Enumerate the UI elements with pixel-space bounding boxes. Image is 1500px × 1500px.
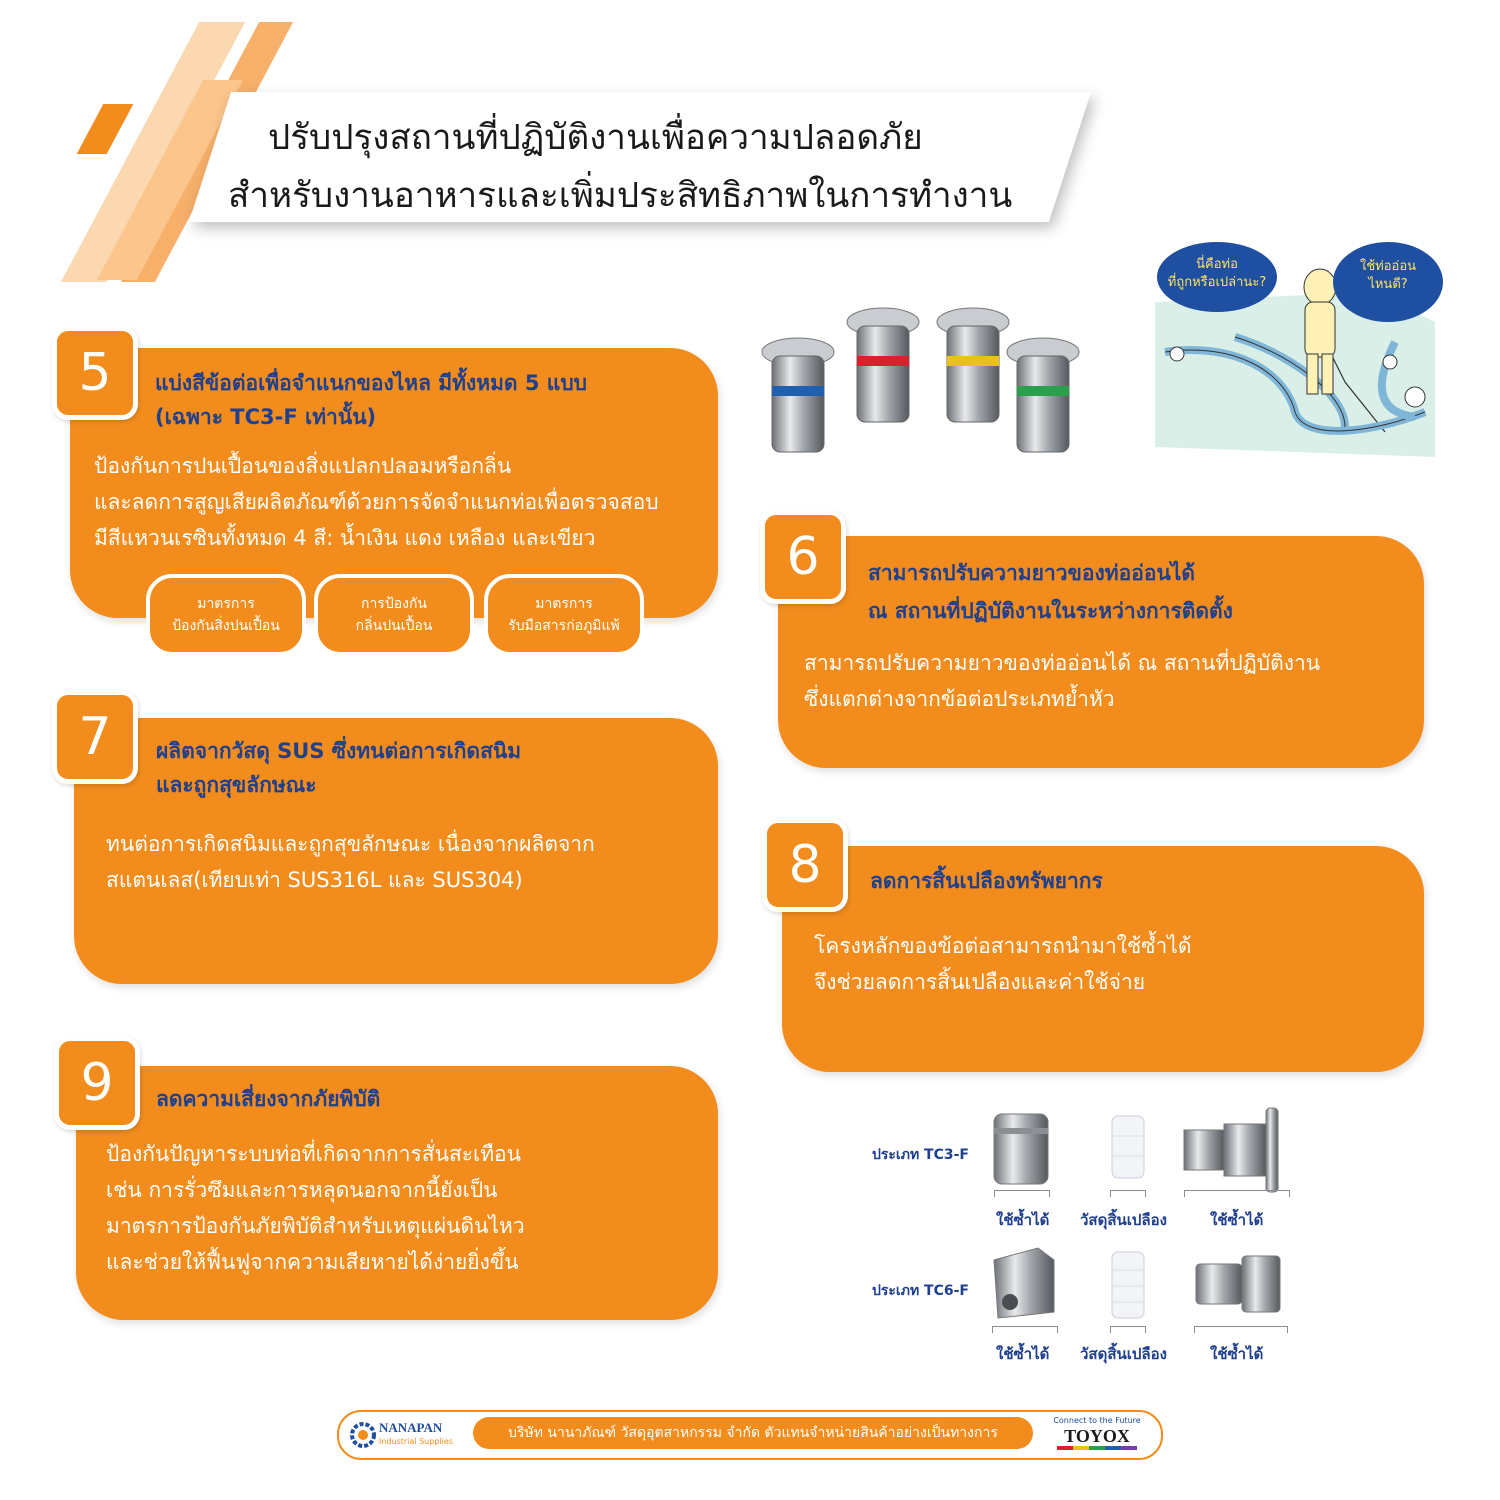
body-line: ซึ่งแตกต่างจากข้อต่อประเภทย้ำหัว: [804, 687, 1115, 711]
body-line: เช่น การรั่วซึมและการหลุดนอกจากนี้ยังเป็น: [106, 1178, 498, 1202]
measure-pill-odor: [314, 574, 474, 656]
coupling-color-ring: [1017, 386, 1069, 396]
reusable-caption: ใช้ซ้ำได้: [1210, 1345, 1264, 1363]
heading-line: ผลิตจากวัสดุ SUS ซึ่งทนต่อการเกิดสนิม: [156, 739, 522, 763]
body-line: มาตรการป้องกันภัยพิบัติสำหรับเหตุแผ่นดินไหว: [106, 1214, 525, 1238]
feature-body-6: [804, 645, 1320, 717]
partner-name: TOYOX: [1064, 1426, 1130, 1446]
feature-number-6: 6: [760, 510, 846, 604]
partner-tagline: Connect to the Future: [1053, 1416, 1141, 1425]
feature-number-8: 8: [762, 818, 848, 912]
toyox-logo: [1045, 1416, 1149, 1454]
feature-heading-8: [870, 864, 1103, 898]
bubble-right-line1: ใช้ท่ออ่อน: [1359, 259, 1417, 274]
speech-bubble-left: [1157, 242, 1277, 312]
feature-heading-9: [156, 1082, 380, 1116]
consumable-caption: วัสดุสิ้นเปลือง: [1080, 1345, 1167, 1363]
feature-body-5: [94, 448, 659, 556]
partner-color-bar: [1057, 1446, 1137, 1450]
reusable-caption: ใช้ซ้ำได้: [996, 1211, 1050, 1229]
brand-name: NANAPAN: [379, 1420, 443, 1435]
footer-company-text: บริษัท นานาภัณฑ์ วัสดุอุตสาหกรรม จำกัด ตัวแทนจำหน่ายสินค้าอย่างเป็นทางการ: [473, 1417, 1033, 1449]
body-line: และช่วยให้ฟื้นฟูจากความเสียหายได้ง่ายยิ่งขึ้น: [106, 1250, 519, 1274]
part-type-label-tc3: ประเภท TC3-F: [872, 1147, 969, 1163]
body-line: จึงช่วยลดการสิ้นเปลืองและค่าใช้จ่าย: [814, 970, 1146, 994]
pill-line: มาตรการ: [535, 596, 593, 612]
pill-line: มาตรการ: [197, 596, 255, 612]
heading-line: สามารถปรับความยาวของท่ออ่อนได้: [868, 561, 1195, 585]
tc6-nipple-image: [1192, 1250, 1288, 1320]
bracket: [1194, 1326, 1288, 1333]
reusable-caption: ใช้ซ้ำได้: [1210, 1211, 1264, 1229]
consumable-caption: วัสดุสิ้นเปลือง: [1080, 1211, 1167, 1229]
heading-line: แบ่งสีข้อต่อเพื่อจำแนกของไหล มีทั้งหมด 5 แบบ: [155, 371, 587, 395]
heading-line: (เฉพาะ TC3-F เท่านั้น): [155, 405, 377, 429]
bracket: [1110, 1190, 1146, 1197]
feature-body-8: [814, 928, 1192, 1000]
tc3-resin-ring-image: [1108, 1112, 1148, 1182]
gear-icon: [349, 1420, 377, 1450]
body-line: ป้องกันปัญหาระบบท่อที่เกิดจากการสั่นสะเทือน: [106, 1142, 522, 1166]
coupling-2: [847, 308, 919, 422]
footer-bar: [337, 1410, 1163, 1460]
reusable-caption: ใช้ซ้ำได้: [996, 1345, 1050, 1363]
part-type-label-tc6: ประเภท TC6-F: [872, 1283, 969, 1299]
pill-line: รับมือสารก่อภูมิแพ้: [508, 618, 620, 634]
bracket: [1184, 1190, 1290, 1197]
bracket: [992, 1326, 1058, 1333]
body-line: ป้องกันการปนเปื้อนของสิ่งแปลกปลอมหรือกลิ่น: [94, 454, 512, 478]
heading-line: ลดความเสี่ยงจากภัยพิบัติ: [156, 1087, 381, 1111]
speech-bubble-right: [1333, 242, 1443, 322]
nanapan-logo: [349, 1416, 457, 1454]
bubble-right-line2: ไหนดี?: [1368, 277, 1408, 292]
brand-sub: Industrial Supplies: [379, 1437, 453, 1446]
pill-line: การป้องกัน: [360, 596, 428, 612]
coupling-color-ring: [947, 356, 999, 366]
bracket: [994, 1190, 1050, 1197]
page-title-line2: สำหรับงานอาหารและเพิ่มประสิทธิภาพในการทำงาน: [228, 176, 1013, 216]
heading-line: และถูกสุขลักษณะ: [156, 773, 317, 797]
page-title-line1: ปรับปรุงสถานที่ปฏิบัติงานเพื่อความปลอดภัย: [268, 118, 923, 158]
body-line: มีสีแหวนเรซินทั้งหมด 4 สี: น้ำเงิน แดง เหลือง และเขียว: [94, 526, 596, 550]
body-line: สามารถปรับความยาวของท่ออ่อนได้ ณ สถานที่ปฏิบัติงาน: [804, 651, 1321, 675]
coupling-color-ring: [857, 356, 909, 366]
body-line: และลดการสูญเสียผลิตภัณฑ์ด้วยการจัดจำแนกท่อเพื่อตรวจสอบ: [94, 490, 659, 514]
feature-heading-5: [155, 366, 587, 434]
feature-heading-6: [868, 556, 1233, 628]
pill-line: ป้องกันสิ่งปนเปื้อน: [172, 618, 280, 634]
tc6-body-image: [988, 1240, 1060, 1324]
cartoon-illustration: [1145, 242, 1445, 457]
tc6-resin-ring-image: [1108, 1248, 1148, 1322]
feature-heading-7: [156, 734, 521, 802]
feature-number-7: 7: [52, 690, 138, 784]
coupling-1: [762, 338, 834, 452]
bracket: [1110, 1326, 1146, 1333]
pill-line: กลิ่นปนเปื้อน: [355, 618, 433, 634]
bubble-left-line2: ที่ถูกหรือเปล่านะ?: [1167, 275, 1267, 290]
feature-body-9: [106, 1136, 525, 1280]
measure-pill-allergen: [484, 574, 644, 656]
body-line: ทนต่อการเกิดสนิมและถูกสุขลักษณะ เนื่องจากผลิตจาก: [106, 832, 595, 856]
body-line: สแตนเลส(เทียบเท่า SUS316L และ SUS304): [106, 868, 523, 892]
tc3-body-image: [990, 1108, 1052, 1188]
heading-line: ณ สถานที่ปฏิบัติงานในระหว่างการติดตั้ง: [868, 599, 1233, 623]
coupling-3: [937, 308, 1009, 422]
feature-number-9: 9: [54, 1036, 140, 1130]
coupling-4: [1007, 338, 1079, 452]
heading-line: ลดการสิ้นเปลืองทรัพยากร: [870, 869, 1103, 893]
bubble-left-line1: นี่คือท่อ: [1196, 257, 1238, 272]
decor-stripe: [77, 104, 134, 154]
tc3-ferrule-image: [1178, 1104, 1290, 1194]
measure-pill-contamination: [146, 574, 306, 656]
coupling-photo: [750, 296, 1090, 466]
feature-body-7: [106, 826, 595, 898]
feature-number-5: 5: [52, 326, 138, 420]
body-line: โครงหลักของข้อต่อสามารถนำมาใช้ซ้ำได้: [814, 934, 1192, 958]
coupling-color-ring: [772, 386, 824, 396]
